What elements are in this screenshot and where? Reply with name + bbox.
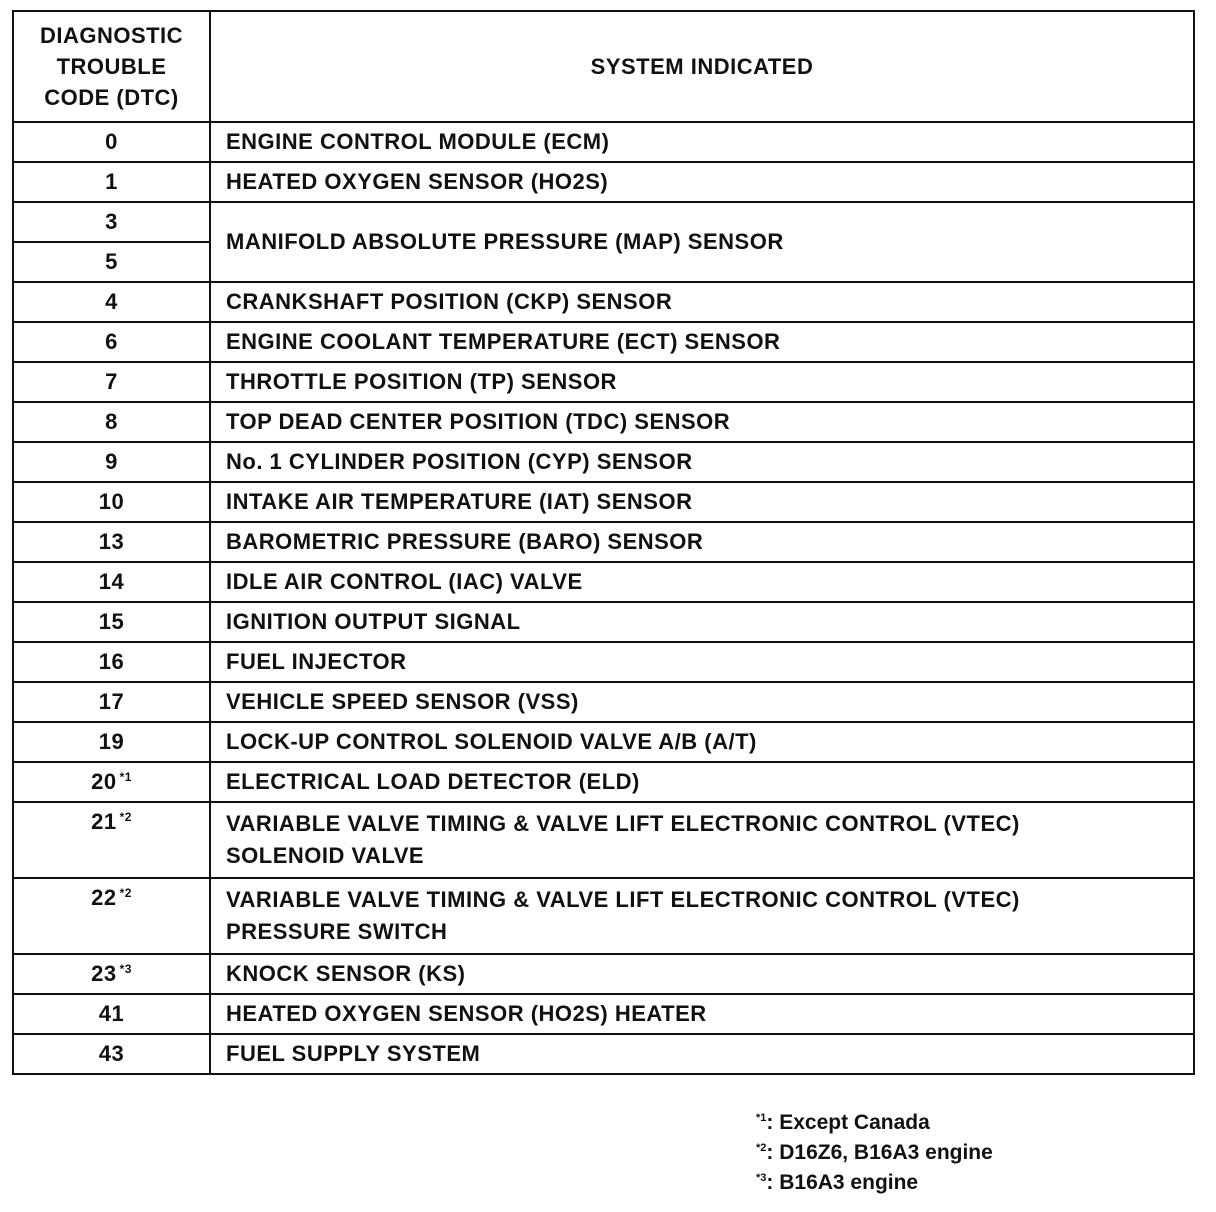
dtc-code: 23	[91, 961, 117, 986]
table-row	[13, 442, 1194, 482]
system-indicated: BAROMETRIC PRESSURE (BARO) SENSOR	[210, 522, 1194, 562]
system-indicated: ENGINE COOLANT TEMPERATURE (ECT) SENSOR	[210, 322, 1194, 362]
header-row	[13, 11, 1194, 122]
system-indicated: TOP DEAD CENTER POSITION (TDC) SENSOR	[210, 402, 1194, 442]
dtc-code-cell	[13, 878, 210, 954]
table-row	[13, 642, 1194, 682]
table-row	[13, 722, 1194, 762]
dtc-code: 4	[13, 282, 210, 322]
dtc-code: 20	[91, 769, 117, 794]
dtc-code: 0	[13, 122, 210, 162]
footnote-text: : D16Z6, B16A3 engine	[766, 1141, 993, 1164]
footnote	[756, 1108, 993, 1138]
footnote-mark: *2	[119, 809, 132, 824]
table-row	[13, 522, 1194, 562]
system-indicated	[210, 802, 1194, 878]
table-row	[13, 878, 1194, 954]
dtc-code: 16	[13, 642, 210, 682]
footnote-text: : B16A3 engine	[766, 1171, 919, 1194]
table-row	[13, 362, 1194, 402]
dtc-code: 14	[13, 562, 210, 602]
table-row	[13, 802, 1194, 878]
system-line: VARIABLE VALVE TIMING & VALVE LIFT ELECTRONIC CONTROL (VTEC)	[226, 811, 1020, 836]
header-system: SYSTEM INDICATED	[210, 11, 1194, 122]
dtc-code: 10	[13, 482, 210, 522]
system-indicated: No. 1 CYLINDER POSITION (CYP) SENSOR	[210, 442, 1194, 482]
dtc-code: 17	[13, 682, 210, 722]
footnote-mark: *2	[756, 1142, 767, 1154]
system-indicated: ELECTRICAL LOAD DETECTOR (ELD)	[210, 762, 1194, 802]
dtc-code: 9	[13, 442, 210, 482]
dtc-code: 13	[13, 522, 210, 562]
dtc-code: 41	[13, 994, 210, 1034]
table-row	[13, 482, 1194, 522]
footnote-mark: *1	[119, 769, 132, 784]
footnote	[756, 1168, 993, 1198]
dtc-code: 19	[13, 722, 210, 762]
table-row	[13, 602, 1194, 642]
header-code-line3: CODE (DTC)	[44, 85, 179, 110]
footnote-mark: *3	[119, 961, 132, 976]
dtc-code: 3	[13, 202, 210, 242]
table-row	[13, 202, 1194, 242]
footnote-mark: *1	[756, 1112, 767, 1124]
system-line: SOLENOID VALVE	[226, 843, 425, 868]
system-indicated: MANIFOLD ABSOLUTE PRESSURE (MAP) SENSOR	[210, 202, 1194, 282]
system-line: PRESSURE SWITCH	[226, 919, 448, 944]
system-indicated	[210, 878, 1194, 954]
dtc-code: 15	[13, 602, 210, 642]
footnote-mark: *3	[756, 1172, 767, 1184]
dtc-code: 1	[13, 162, 210, 202]
dtc-code: 8	[13, 402, 210, 442]
dtc-code-cell	[13, 802, 210, 878]
system-indicated: VEHICLE SPEED SENSOR (VSS)	[210, 682, 1194, 722]
system-indicated: FUEL INJECTOR	[210, 642, 1194, 682]
table-row	[13, 682, 1194, 722]
dtc-code: 22	[91, 885, 117, 910]
dtc-code: 6	[13, 322, 210, 362]
header-code-line1: DIAGNOSTIC	[39, 23, 184, 48]
dtc-code: 7	[13, 362, 210, 402]
footnote-mark: *2	[119, 885, 132, 900]
footnote	[756, 1138, 993, 1168]
system-indicated: KNOCK SENSOR (KS)	[210, 954, 1194, 994]
system-indicated: CRANKSHAFT POSITION (CKP) SENSOR	[210, 282, 1194, 322]
system-indicated: INTAKE AIR TEMPERATURE (IAT) SENSOR	[210, 482, 1194, 522]
table-row	[13, 162, 1194, 202]
footnote-text: : Except Canada	[766, 1111, 930, 1134]
header-code-line2: TROUBLE	[56, 54, 167, 79]
dtc-table	[12, 10, 1195, 1075]
table-row	[13, 994, 1194, 1034]
system-indicated: LOCK-UP CONTROL SOLENOID VALVE A/B (A/T)	[210, 722, 1194, 762]
table-row	[13, 562, 1194, 602]
system-indicated: HEATED OXYGEN SENSOR (HO2S) HEATER	[210, 994, 1194, 1034]
system-indicated: IGNITION OUTPUT SIGNAL	[210, 602, 1194, 642]
system-indicated: THROTTLE POSITION (TP) SENSOR	[210, 362, 1194, 402]
table-row	[13, 322, 1194, 362]
footnotes	[756, 1108, 993, 1198]
dtc-code-cell	[13, 954, 210, 994]
dtc-code: 5	[13, 242, 210, 282]
table-row	[13, 1034, 1194, 1074]
table-row	[13, 954, 1194, 994]
table-row	[13, 282, 1194, 322]
table-row	[13, 762, 1194, 802]
system-indicated: ENGINE CONTROL MODULE (ECM)	[210, 122, 1194, 162]
system-indicated: HEATED OXYGEN SENSOR (HO2S)	[210, 162, 1194, 202]
dtc-code-cell	[13, 762, 210, 802]
header-code	[13, 11, 210, 122]
table-row	[13, 122, 1194, 162]
table-row	[13, 402, 1194, 442]
dtc-code: 43	[13, 1034, 210, 1074]
system-line: VARIABLE VALVE TIMING & VALVE LIFT ELECTRONIC CONTROL (VTEC)	[226, 887, 1020, 912]
dtc-code: 21	[91, 809, 117, 834]
system-indicated: IDLE AIR CONTROL (IAC) VALVE	[210, 562, 1194, 602]
system-indicated: FUEL SUPPLY SYSTEM	[210, 1034, 1194, 1074]
